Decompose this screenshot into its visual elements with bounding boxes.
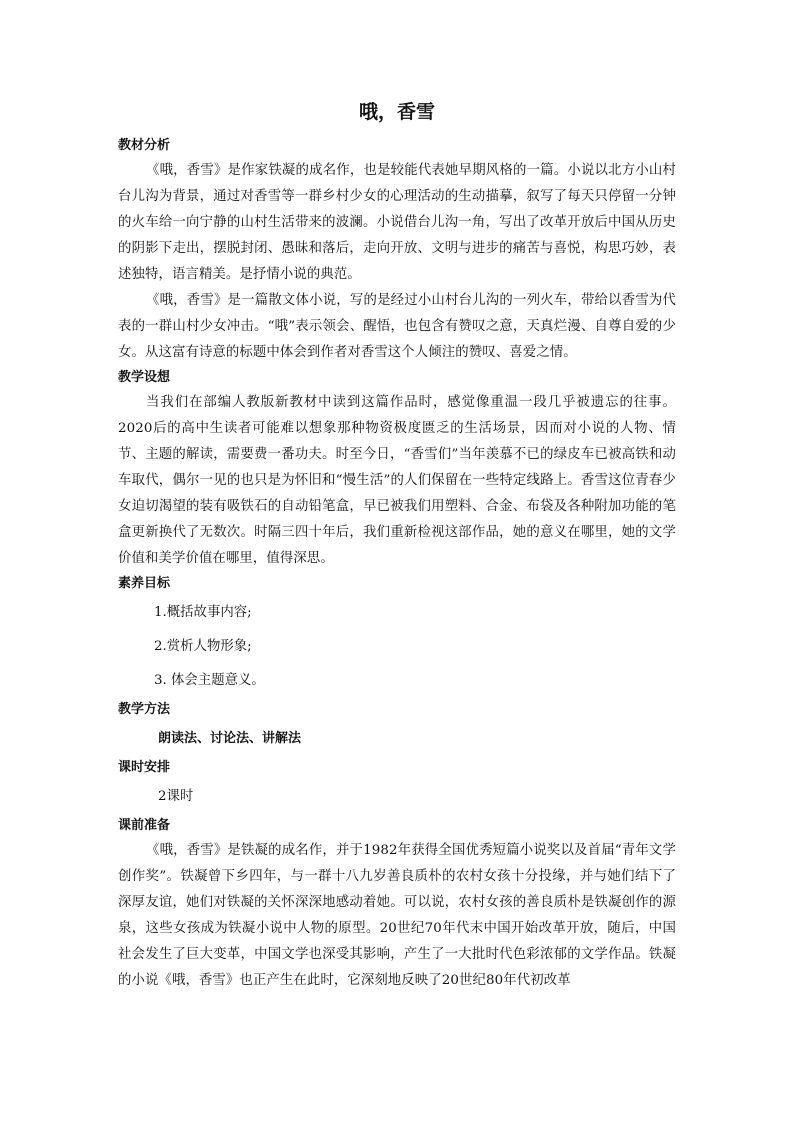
section-heading-design: 教学设想 (118, 370, 171, 385)
analysis-paragraph-2: 《哦，香雪》是一篇散文体小说，写的是经过小山村台儿沟的一列火车，带给以香雪为代表的一群山村少女冲击。“哦”表示领会、醒悟，也包含有赞叹之意，天真烂漫、自尊自爱的少女。从这富有诗意的标题中体会到作者对香雪这个人倾注的赞叹、喜爱之情。 (118, 293, 676, 360)
analysis-paragraph-1: 《哦，香雪》是作家铁凝的成名作，也是较能代表她早期风格的一篇。小说以北方小山村台儿沟为背景，通过对香雪等一群乡村少女的心理活动的生动描摹，叙写了每天只停留一分钟的火车给一向宁静的山村生活带来的波澜。小说借台儿沟一角，写出了改革开放后中国从历史的阴影下走出，摆脱封闭、愚昧和落后，走向开放、文明与进步的痛苦与喜悦，构思巧妙，表述独特，语言精美。是抒情小说的典范。 (118, 163, 676, 282)
design-paragraph-1: 当我们在部编人教版新教材中读到这篇作品时，感觉像重温一段几乎被遗忘的往事。2020后的高中生读者可能难以想象那种物资极度匮乏的生活场景，因而对小说的人物、情节、主题的解读，需要费一番功夫。时至今日，“香雪们”当年羡慕不已的绿皮车已被高铁和动车取代，偶尔一见的也只是为怀旧和“慢生活”的人们保留在一些特定线路上。香雪这位青春少女迫切渴望的装有吸铁石的自动铅笔盒，早已被我们用塑料、合金、布袋及各种附加功能的笔盒更新换代了无数次。时隔三四十年后，我们重新检视这部作品，她的意义在哪里，她的文学价值和美学价值在哪里，值得深思。 (118, 395, 676, 566)
prep-paragraph-1: 《哦，香雪》是铁凝的成名作，并于1982年获得全国优秀短篇小说奖以及首届“青年文学创作奖”。铁凝曾下乡四年，与一群十八九岁善良质朴的农村女孩十分投缘，并与她们结下了深厚友谊，她们对铁凝的关怀深深地感动着她。可以说，农村女孩的善良质朴是铁凝创作的源泉，这些女孩成为铁凝小说中人物的原型。20世纪70年代末中国开始改革开放，随后，中国社会发生了巨大变革，中国文学也深受其影响，产生了一大批时代色彩浓郁的文学作品。铁凝的小说《哦，香雪》也正产生在此时，它深刻地反映了20世纪80年代初改革 (118, 843, 676, 988)
goal-item-3: 3. 体会主题意义。 (154, 673, 265, 688)
document-body (118, 134, 676, 994)
goal-item-2: 2.赏析人物形象; (154, 639, 252, 654)
section-heading-analysis: 教材分析 (118, 138, 171, 153)
goal-item-1: 1.概括故事内容; (154, 605, 252, 620)
schedule-text: 2课时 (158, 789, 194, 804)
section-heading-prep: 课前准备 (118, 818, 171, 833)
section-heading-goals: 素养目标 (118, 576, 171, 591)
document-title: 哦，香雪 (358, 101, 435, 123)
section-heading-methods: 教学方法 (118, 702, 171, 717)
methods-text: 朗读法、讨论法、讲解法 (158, 731, 302, 746)
section-heading-schedule: 课时安排 (118, 760, 171, 775)
